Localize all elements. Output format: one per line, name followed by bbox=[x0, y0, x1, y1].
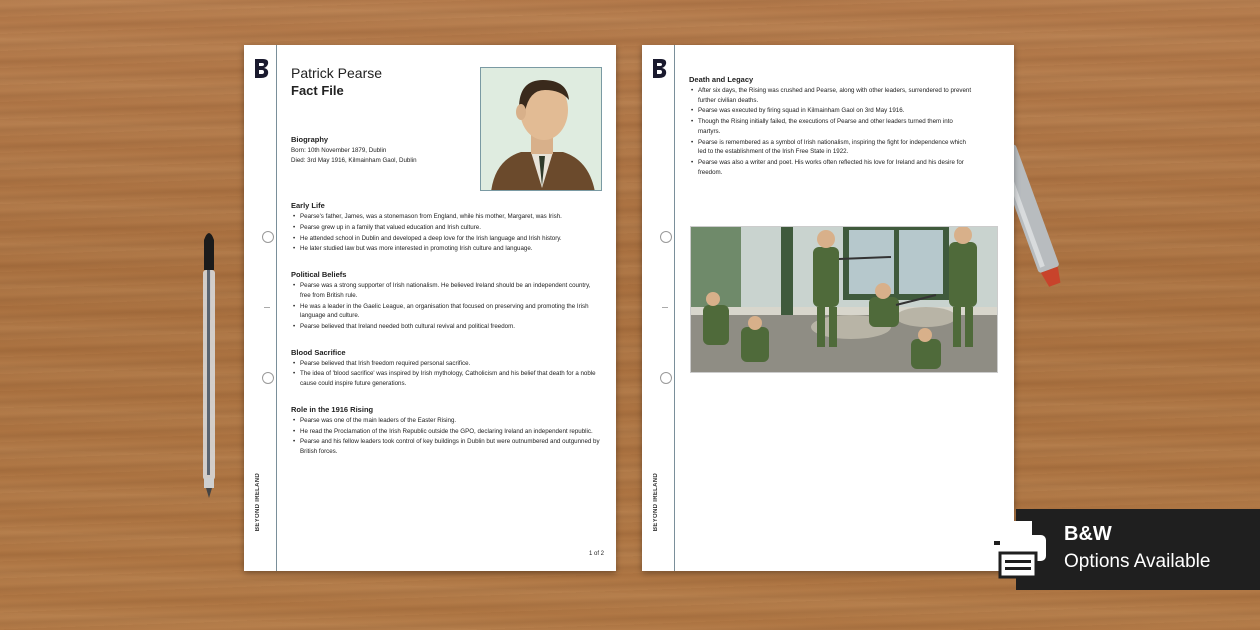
death-legacy-heading: Death and Legacy bbox=[689, 75, 754, 84]
list-item: • Pearse grew up in a family that valued education and Irish culture. bbox=[291, 223, 602, 233]
badge-subtitle: Options Available bbox=[1064, 551, 1211, 572]
beyond-logo-icon bbox=[253, 57, 271, 79]
punch-hole bbox=[660, 231, 672, 243]
list-item: • Pearse and his fellow leaders took control of key buildings in Dublin but were outnumbered and outgunned by British forces. bbox=[291, 437, 602, 456]
list-item: • Pearse is remembered as a symbol of Irish nationalism, inspiring the fight for independence which led to the establishment of the Irish Free State in 1922. bbox=[689, 138, 974, 157]
list-item: • He attended school in Dublin and developed a deep love for the Irish language and Irish history. bbox=[291, 234, 602, 244]
list-item: • After six days, the Rising was crushed and Pearse, along with other leaders, surrendered to prevent further civilian deaths. bbox=[689, 86, 974, 105]
list-item: • The idea of 'blood sacrifice' was inspired by Irish mythology, Catholicism and his belief that death for a noble cause could inspire future generations. bbox=[291, 369, 602, 388]
easter-rising-illustration bbox=[690, 226, 998, 373]
death-legacy-list bbox=[689, 86, 974, 177]
list-item: • He read the Proclamation of the Irish Republic outside the GPO, declaring Ireland an independent republic. bbox=[291, 427, 602, 437]
printer-icon bbox=[986, 519, 1050, 579]
biography-heading: Biography bbox=[291, 135, 329, 144]
badge-title: B&W bbox=[1064, 523, 1112, 545]
list-item: • He was a leader in the Gaelic League, an organisation that focused on preserving and promoting the Irish language and culture. bbox=[291, 302, 602, 321]
list-item: • Pearse was a strong supporter of Irish nationalism. He believed Ireland should be an independent country, free from British rule. bbox=[291, 281, 602, 300]
born-text: Born: 10th November 1879, Dublin bbox=[291, 147, 387, 154]
list-item: • Pearse was one of the main leaders of the Easter Rising. bbox=[291, 416, 602, 426]
page2-content bbox=[689, 67, 974, 178]
punch-hole bbox=[262, 231, 274, 243]
bw-options-badge bbox=[1016, 509, 1260, 590]
margin-line bbox=[674, 45, 675, 571]
blood-sacrifice-heading: Blood Sacrifice bbox=[291, 347, 346, 357]
ballpoint-pen-icon bbox=[197, 230, 221, 500]
political-beliefs-heading: Political Beliefs bbox=[291, 270, 347, 280]
brand-label: BEYOND IRELAND bbox=[653, 472, 659, 531]
list-item: • Pearse believed that Irish freedom required personal sacrifice. bbox=[291, 359, 602, 369]
died-text: Died: 3rd May 1916, Kilmainham Gaol, Dublin bbox=[291, 157, 417, 164]
divider bbox=[264, 307, 270, 308]
political-beliefs-list bbox=[291, 281, 602, 331]
blood-sacrifice-list bbox=[291, 359, 602, 389]
punch-hole bbox=[660, 372, 672, 384]
fact-file-page-1 bbox=[244, 45, 616, 571]
early-life-list bbox=[291, 212, 602, 254]
divider bbox=[662, 307, 668, 308]
page1-content bbox=[291, 65, 602, 458]
list-item: • Pearse believed that Ireland needed both cultural revival and political freedom. bbox=[291, 322, 602, 332]
list-item: • Though the Rising initially failed, the executions of Pearse and other leaders turned them into martyrs. bbox=[689, 117, 974, 136]
margin-line bbox=[276, 45, 277, 571]
page-subtitle: Fact File bbox=[291, 83, 344, 98]
list-item: • Pearse was executed by firing squad in Kilmainham Gaol on 3rd May 1916. bbox=[689, 106, 974, 116]
list-item: • Pearse's father, James, was a stonemason from England, while his mother, Margaret, was Irish. bbox=[291, 212, 602, 222]
early-life-heading: Early Life bbox=[291, 201, 325, 210]
page-title: Patrick Pearse bbox=[291, 65, 383, 81]
list-item: • He later studied law but was more interested in promoting Irish culture and language. bbox=[291, 244, 602, 254]
beyond-logo-icon bbox=[651, 57, 669, 79]
fact-file-page-2 bbox=[642, 45, 1014, 571]
brand-label: BEYOND IRELAND bbox=[255, 472, 261, 531]
rising-heading: Role in the 1916 Rising bbox=[291, 404, 374, 414]
page-number: 1 of 2 bbox=[588, 551, 604, 557]
punch-hole bbox=[262, 372, 274, 384]
list-item: • Pearse was also a writer and poet. His works often reflected his love for Ireland and his desire for freedom. bbox=[689, 158, 974, 177]
rising-list bbox=[291, 416, 602, 457]
